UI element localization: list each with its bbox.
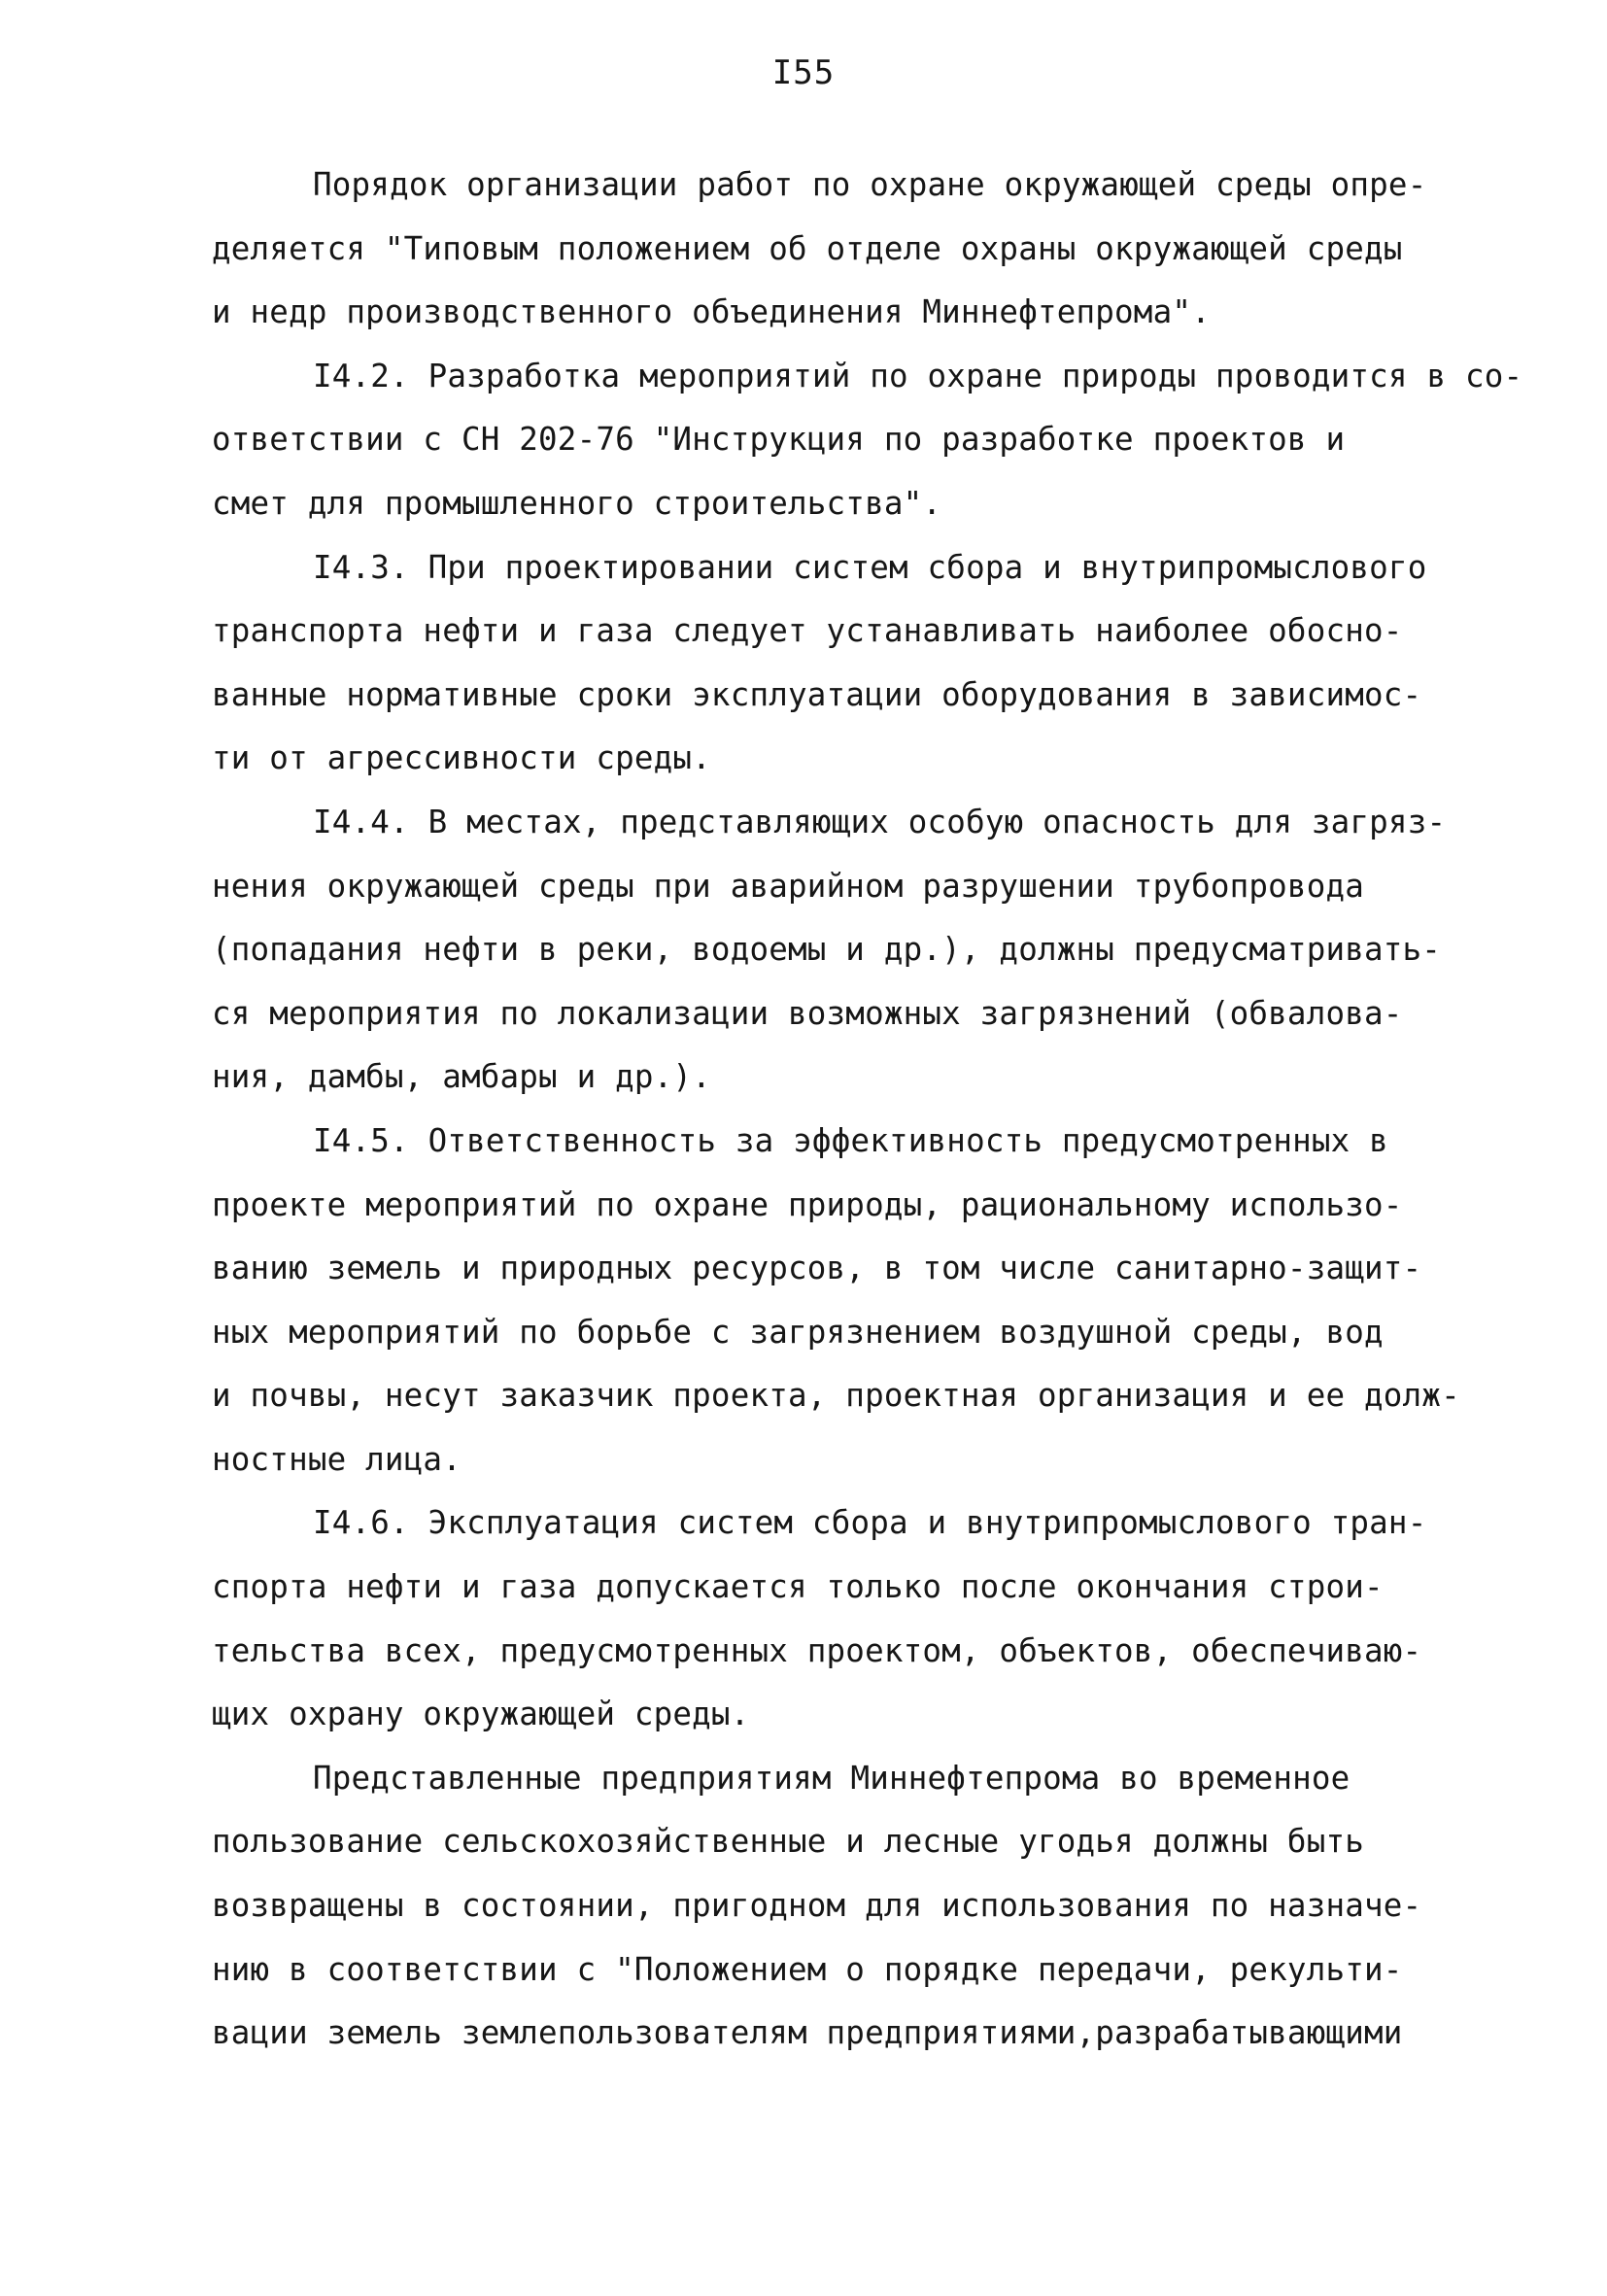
text-line: Представленные предприятиям Миннефтепрома во временное (313, 1759, 1351, 1797)
text-line: щих охрану окружающей среды. (212, 1696, 750, 1733)
text-line: нения окружающей среды при аварийном разрушении трубопровода (212, 867, 1364, 905)
text-line: спорта нефти и газа допускается только после окончания строи- (212, 1568, 1384, 1606)
text-line: I4.4. В местах, представляющих особую опасность для загряз- (313, 803, 1447, 840)
text-line: I4.6. Эксплуатация систем сбора и внутрипромыслового тран- (313, 1504, 1427, 1542)
text-line: ванию земель и природных ресурсов, в том числе санитарно-защит- (212, 1250, 1422, 1287)
body-text (212, 154, 1591, 2066)
text-line: тельства всех, предусмотренных проектом, объектов, обеспечиваю- (212, 1631, 1422, 1669)
page-number: I55 (771, 53, 836, 92)
text-line: ностные лица. (212, 1440, 462, 1478)
text-line: ся мероприятия по локализации возможных загрязнений (обвалова- (212, 994, 1403, 1032)
text-line: Порядок организации работ по охране окружающей среды опре- (313, 166, 1427, 203)
text-line: вации земель землепользователям предприятиями,разрабатывающими (212, 2014, 1403, 2052)
text-line: I4.3. При проектировании систем сбора и внутрипромыслового (313, 548, 1427, 586)
text-line: и недр производственного объединения Миннефтепрома". (212, 293, 1211, 331)
text-line: (попадания нефти в реки, водоемы и др.), должны предусматривать- (212, 931, 1442, 969)
text-line: смет для промышленного строительства". (212, 484, 942, 522)
text-line: пользование сельскохозяйственные и лесные угодья должны быть (212, 1823, 1364, 1861)
text-line: ти от агрессивности среды. (212, 739, 711, 777)
text-line: I4.5. Ответственность за эффективность предусмотренных в (313, 1121, 1388, 1159)
text-line: ных мероприятий по борьбе с загрязнением воздушной среды, вод (212, 1313, 1384, 1351)
text-line: транспорта нефти и газа следует устанавливать наиболее обосно- (212, 612, 1403, 650)
text-line: ответствии с СН 202-76 "Инструкция по разработке проектов и (212, 421, 1346, 459)
text-line: ния, дамбы, амбары и др.). (212, 1058, 711, 1096)
text-line: I4.2. Разработка мероприятий по охране природы проводится в со- (313, 357, 1523, 394)
text-line: возвращены в состоянии, пригодном для использования по назначе- (212, 1887, 1422, 1925)
text-line: ванные нормативные сроки эксплуатации оборудования в зависимос- (212, 675, 1422, 713)
text-line: нию в соответствии с "Положением о порядке передачи, рекульти- (212, 1950, 1403, 1988)
text-line: проекте мероприятий по охране природы, рациональному использо- (212, 1185, 1403, 1223)
text-line: деляется "Типовым положением об отделе охраны окружающей среды (212, 229, 1403, 267)
text-line: и почвы, несут заказчик проекта, проектная организация и ее долж- (212, 1377, 1460, 1415)
